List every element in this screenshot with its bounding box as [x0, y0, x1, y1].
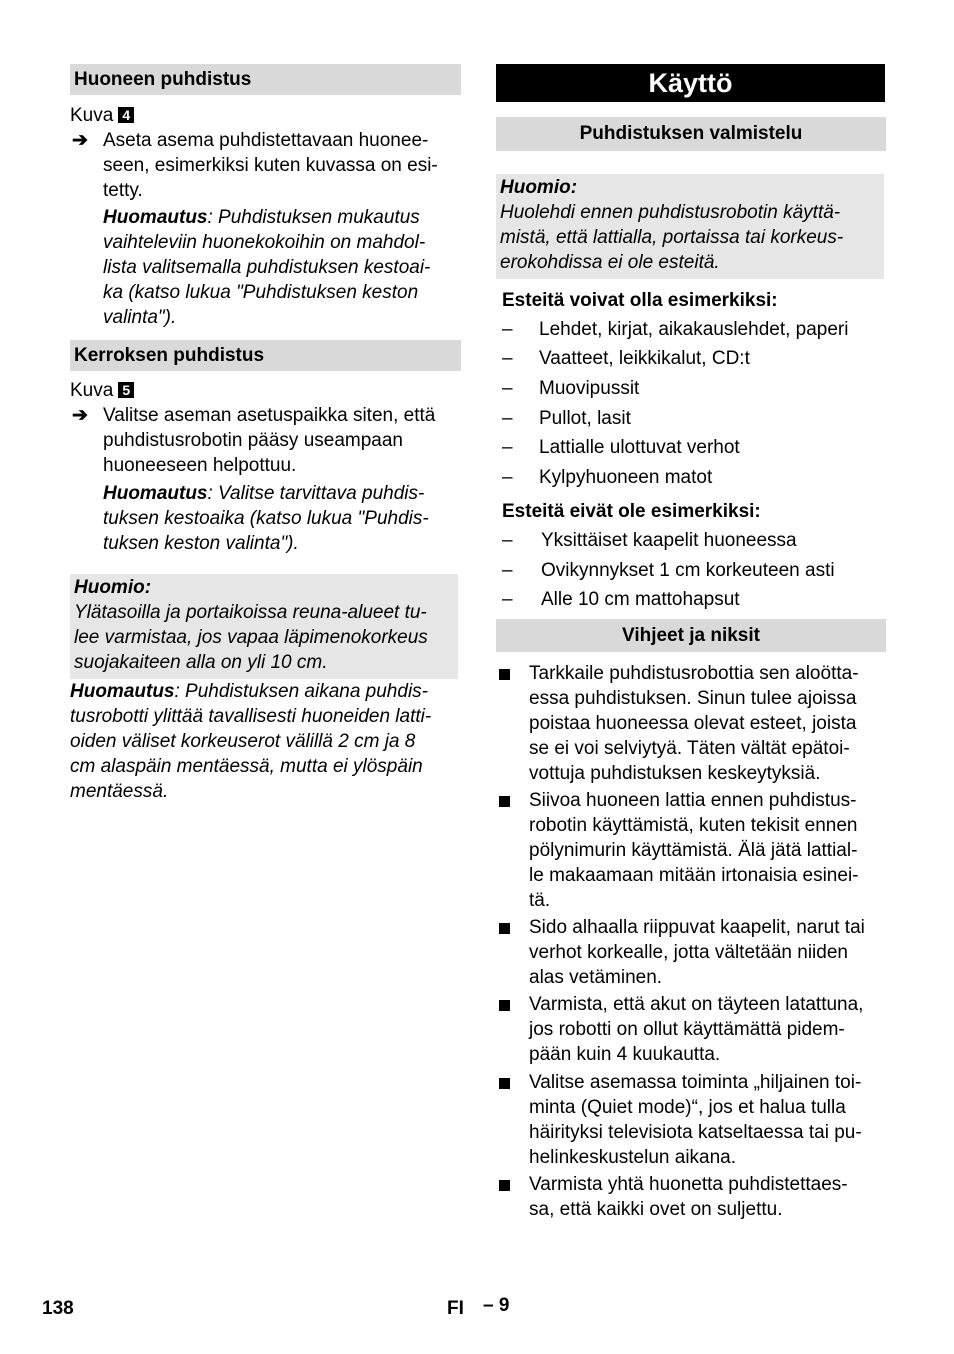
dash-marker: – [502, 408, 513, 429]
text-line: alas vetäminen. [529, 967, 663, 988]
tip-text [496, 915, 886, 990]
text-line: Valitse aseman asetuspaikka siten, että [103, 405, 436, 426]
figure-label: Kuva [70, 105, 114, 126]
obstacles-heading: Esteitä voivat olla esimerkiksi: [502, 290, 778, 311]
arrow-right-icon: ➔ [72, 405, 88, 426]
list-item-text: Kylpyhuoneen matot [539, 467, 713, 488]
warning-box [70, 574, 458, 679]
text-line: oiden väliset korkeuserot välillä 2 cm ja 8 [70, 731, 416, 752]
list-item-text: Ovikynnykset 1 cm korkeuteen asti [541, 560, 835, 581]
text-line: jos robotti on ollut käyttämättä pidem- [529, 1019, 845, 1040]
text-span: : Valitse tarvittava puhdis- [207, 483, 425, 504]
chapter-title [496, 64, 885, 102]
note-label: Huomautus [103, 483, 208, 504]
text-line: Aseta asema puhdistettavaan huonee- [103, 130, 429, 151]
text-line: robotin käyttämistä, kuten tekisit ennen [529, 815, 858, 836]
figure-reference [70, 103, 134, 128]
text-line: Varmista, että akut on täyteen latattuna, [529, 994, 864, 1015]
bullet-square-icon [499, 796, 510, 807]
text-line: seen, esimerkiksi kuten kuvassa on esi- [103, 155, 438, 176]
bullet-square-icon [499, 1000, 510, 1011]
page-number: 138 [42, 1298, 74, 1319]
list-item-text: Muovipussit [539, 378, 640, 399]
text-line: se ei voi selviytyä. Täten vältät epätoi- [529, 738, 850, 759]
note-label: Huomautus [103, 207, 208, 228]
dash-marker: – [502, 467, 513, 488]
bullet-square-icon [499, 1180, 510, 1191]
note-text [103, 481, 461, 556]
text-line [103, 205, 461, 230]
figure-number: 4 [118, 107, 134, 123]
text-line: erokohdissa ei ole esteitä. [500, 252, 720, 273]
list-item-text: Alle 10 cm mattohapsut [541, 589, 740, 610]
text-line: le makaamaan mitään irtonaisia esinei- [529, 865, 859, 886]
note-label: Huomautus [70, 681, 175, 702]
heading-text: Vihjeet ja niksit [622, 625, 760, 646]
text-line: häirityksi televisiota katseltaessa tai pu- [529, 1122, 862, 1143]
text-line: essa puhdistuksen. Sinun tulee ajoissa [529, 688, 857, 709]
heading-text: Huoneen puhdistus [74, 69, 252, 90]
section-heading-tips [496, 619, 886, 652]
text-line: Sido alhaalla riippuvat kaapelit, narut tai [529, 917, 865, 938]
bullet-square-icon [499, 1078, 510, 1089]
instruction-step [70, 403, 461, 478]
warning-label: Huomio: [500, 177, 578, 198]
text-line: lista valitsemalla puhdistuksen kestoai- [103, 257, 431, 278]
dash-marker: – [502, 437, 513, 458]
text-line: tuksen kestoaika (katso lukua "Puhdis- [103, 508, 429, 529]
note-text [103, 205, 461, 330]
tip-item [496, 788, 886, 913]
text-line: sa, että kaikki ovet on suljettu. [529, 1199, 783, 1220]
text-line: tusrobotti ylittää tavallisesti huoneiden latti- [70, 706, 432, 727]
dash-marker: – [502, 530, 513, 551]
list-item-text: Lehdet, kirjat, aikakauslehdet, paperi [539, 319, 849, 340]
text-line: lee varmistaa, jos vapaa läpimenokorkeus [74, 627, 428, 648]
text-line [103, 481, 461, 506]
text-line: vaihteleviin huonekokoihin on mahdol- [103, 232, 426, 253]
dash-marker: – [502, 560, 513, 581]
dash-marker: – [502, 319, 513, 340]
text-line: Tarkkaile puhdistusrobottia sen aloötta- [529, 663, 859, 684]
list-item-text: Pullot, lasit [539, 408, 631, 429]
text-line: tä. [529, 890, 551, 911]
dash-marker: – [502, 378, 513, 399]
warning-label: Huomio: [74, 577, 152, 598]
text-line: tuksen keston valinta"). [103, 533, 299, 554]
figure-number: 5 [118, 382, 134, 398]
bullet-square-icon [499, 923, 510, 934]
text-line [70, 679, 461, 704]
list-item-text: Vaatteet, leikkikalut, CD:t [539, 348, 750, 369]
bullet-square-icon [499, 669, 510, 680]
text-line: pään kuin 4 kuukautta. [529, 1044, 721, 1065]
language-code: FI [447, 1298, 464, 1319]
section-heading-floor-cleaning [70, 340, 461, 371]
dash-marker: – [502, 348, 513, 369]
dash-marker: – [502, 589, 513, 610]
text-line: verhot korkealle, jotta vältetään niiden [529, 942, 848, 963]
section-heading-room-cleaning [70, 64, 461, 95]
text-line: huoneeseen helpottuu. [103, 455, 297, 476]
tip-item [496, 915, 886, 990]
tip-text [496, 992, 886, 1067]
list-item-text: Lattialle ulottuvat verhot [539, 437, 740, 458]
heading-text: Kerroksen puhdistus [74, 345, 265, 366]
tip-text [496, 788, 886, 913]
step-text [70, 128, 461, 203]
heading-text: Puhdistuksen valmistelu [579, 123, 803, 144]
text-line: poistaa huoneessa olevat esteet, joista [529, 713, 857, 734]
section-heading-preparation [496, 117, 886, 151]
arrow-right-icon: ➔ [72, 130, 88, 151]
sub-page-number: – 9 [483, 1295, 510, 1316]
tip-text [496, 1172, 886, 1222]
text-line: mentäessä. [70, 781, 169, 802]
text-line: Varmista yhtä huonetta puhdistettaes- [529, 1174, 848, 1195]
text-line: cm alaspäin mentäessä, mutta ei ylöspäin [70, 756, 423, 777]
tip-item [496, 1172, 886, 1222]
text-span: : Puhdistuksen mukautus [207, 207, 420, 228]
non-obstacles-heading: Esteitä eivät ole esimerkiksi: [502, 501, 761, 522]
text-line: valinta"). [103, 307, 177, 328]
text-line: Siivoa huoneen lattia ennen puhdistus- [529, 790, 857, 811]
tip-item [496, 992, 886, 1067]
text-line: vottuja puhdistuksen keskeytyksiä. [529, 763, 821, 784]
tip-item [496, 661, 886, 786]
final-note [70, 679, 461, 804]
text-line: suojakaiteen alla on yli 10 cm. [74, 652, 328, 673]
warning-box [496, 174, 884, 279]
text-line: pölynimurin käyttämistä. Älä jätä lattial- [529, 840, 858, 861]
figure-reference [70, 378, 134, 403]
list-item-text: Yksittäiset kaapelit huoneessa [541, 530, 797, 551]
text-span: : Puhdistuksen aikana puhdis- [174, 681, 428, 702]
text-line: Ylätasoilla ja portaikoissa reuna-alueet tu- [74, 602, 427, 623]
tip-text [496, 661, 886, 786]
text-line: puhdistusrobotin pääsy useampaan [103, 430, 403, 451]
text-line: ka (katso lukua "Puhdistuksen keston [103, 282, 419, 303]
text-line: Huolehdi ennen puhdistusrobotin käyttä- [500, 202, 841, 223]
tip-item [496, 1070, 886, 1170]
text-line: minta (Quiet mode)“, jos et halua tulla [529, 1097, 846, 1118]
instruction-step [70, 128, 461, 203]
tip-text [496, 1070, 886, 1170]
figure-label: Kuva [70, 380, 114, 401]
step-text [70, 403, 461, 478]
text-line: Valitse asemassa toiminta „hiljainen toi- [529, 1072, 862, 1093]
title-text: Käyttö [648, 68, 733, 98]
text-line: helinkeskustelun aikana. [529, 1147, 737, 1168]
text-line: mistä, että lattialla, portaissa tai korkeus- [500, 227, 844, 248]
text-line: tetty. [103, 180, 143, 201]
